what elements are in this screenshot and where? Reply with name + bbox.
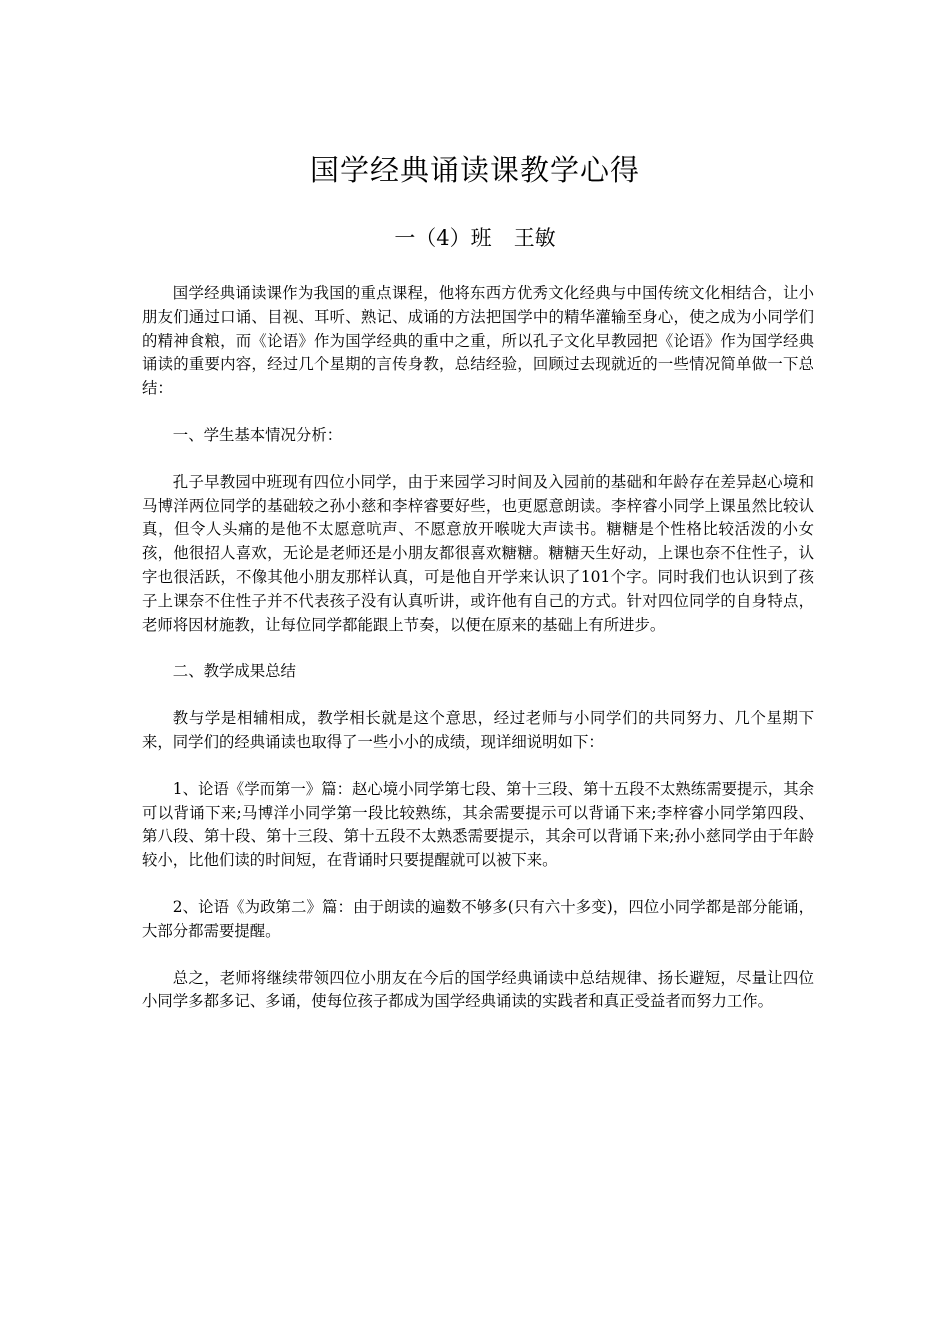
intro-paragraph: 国学经典诵读课作为我国的重点课程，他将东西方优秀文化经典与中国传统文化相结合，让小朋友们通过口诵、目视、耳听、熟记、成诵的方法把国学中的精华灌输至身心，使之成为小同学们的精神食粮，而《论语》作为国学经典的重中之重，所以孔子文化早教园把《论语》作为国学经典诵读的重要内容，经过几个星期的言传身教，总结经验，回顾过去现就近的一些情况简单做一下总结：	[142, 284, 814, 398]
section-heading-student-analysis: 一、学生基本情况分析：	[172, 425, 343, 444]
author-line	[0, 223, 950, 253]
result-item-2: 2、论语《为政第二》篇：由于朗读的遍数不够多(只有六十多变)，四位小同学都是部分能诵，大部分都需要提醒。	[142, 897, 814, 940]
section-heading-teaching-results: 二、教学成果总结	[172, 662, 296, 681]
teaching-results-paragraph: 教与学是相辅相成，教学相长就是这个意思，经过老师与小同学们的共同努力、几个星期下来，同学们的经典诵读也取得了一些小小的成绩，现详细说明如下：	[142, 709, 814, 751]
document-title: 国学经典诵读课教学心得	[309, 153, 640, 187]
author-name: 王敏	[513, 226, 556, 250]
result-item-1: 1、论语《学而第一》篇：赵心境小同学第七段、第十三段、第十五段不太熟练需要提示，其余可以背诵下来;马博洋小同学第一段比较熟练，其余需要提示可以背诵下来;李梓睿小同学第四段、第八段、第十段、第十三段、第十五段不太熟悉需要提示，其余可以背诵下来;孙小慈同学由于年龄较小，比他们读的时间短，在背诵时只要提醒就可以被下来。	[142, 779, 814, 870]
conclusion-paragraph: 总之，老师将继续带领四位小朋友在今后的国学经典诵读中总结规律、扬长避短，尽量让四位小同学多都多记、多诵，使每位孩子都成为国学经典诵读的实践者和真正受益者而努力工作。	[142, 968, 814, 1011]
author-class: 一（4）班	[394, 226, 492, 250]
student-analysis-paragraph: 孔子早教园中班现有四位小同学，由于来园学习时间及入园前的基础和年龄存在差异赵心境和马博洋两位同学的基础较之孙小慈和李梓睿要好些，也更愿意朗读。李梓睿小同学上课虽然比较认真，但令人头痛的是他不太愿意吭声、不愿意放开喉咙大声读书。糖糖是个性格比较活泼的小女孩，他很招人喜欢，无论是老师还是小朋友都很喜欢糖糖。糖糖天生好动，上课也奈不住性子，认字也很活跃，不像其他小朋友那样认真，可是他自开学来认识了101个字。同时我们也认识到了孩子上课奈不住性子并不代表孩子没有认真听讲，或许他有自己的方式。针对四位同学的自身特点，老师将因材施教，让每位同学都能跟上节奏，以便在原来的基础上有所进步。	[142, 472, 814, 634]
document-body	[142, 282, 814, 1037]
